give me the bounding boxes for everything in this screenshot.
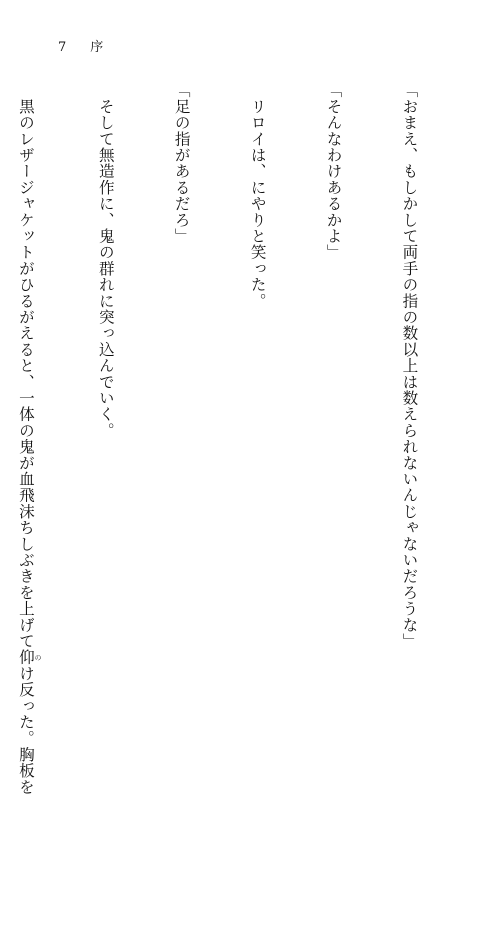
furigana-reading: の xyxy=(33,649,42,666)
text-line: 「そんなわけあるかよ」 xyxy=(324,82,343,261)
text-line: 「足の指があるだろ」 xyxy=(172,82,191,244)
furigana-word: 仰 の xyxy=(16,649,42,666)
page-number: 7 xyxy=(58,40,77,55)
vertical-body-text xyxy=(16,82,472,795)
text-line: 黒のレザージャケットがひるがえると、一体の鬼が血飛沫ちしぶきを上げて仰 のけ反った。胸板を xyxy=(16,82,42,795)
text-line: リロイは、にやりと笑った。 xyxy=(248,82,267,309)
text-line: 「おまえ、もしかして両手の指の数以上は数えられないんじゃないだろうな」 xyxy=(400,82,419,649)
page-header xyxy=(58,36,127,55)
text-line: そして無造作に、鬼の群れに突っ込んでいく。 xyxy=(96,82,115,439)
chapter-title: 序 xyxy=(90,40,114,55)
